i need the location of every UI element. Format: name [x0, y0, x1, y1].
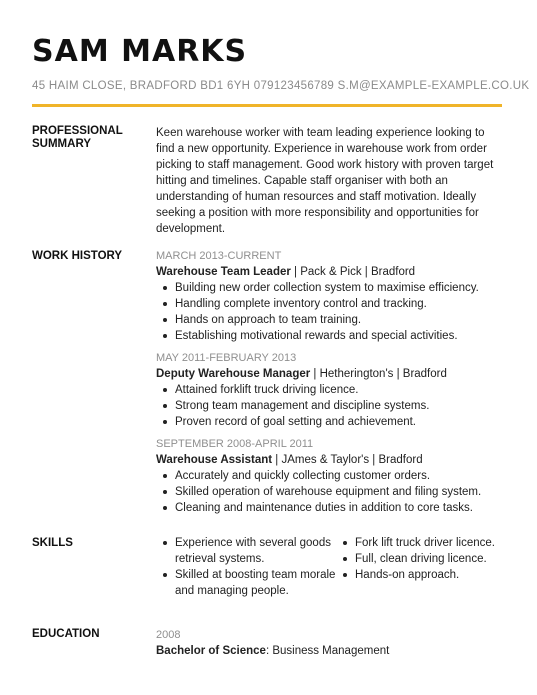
job-entry [156, 248, 516, 344]
job-title: Deputy Warehouse Manager [156, 368, 311, 380]
degree-subject: : Business Management [265, 645, 390, 657]
work-history [156, 248, 516, 522]
job-heading [156, 264, 516, 280]
skill-item: Skilled at boosting team morale and managing people. [156, 567, 336, 599]
duty-item: Proven record of goal setting and achievement. [156, 414, 516, 430]
skill-item: Full, clean driving licence. [336, 551, 496, 567]
job-duties [156, 382, 516, 430]
job-employer: | JAmes & Taylor's | Bradford [272, 454, 423, 466]
summary-heading [32, 125, 147, 151]
job-employer: | Hetherington's | Bradford [310, 368, 447, 380]
education-entry [156, 627, 496, 659]
duty-item: Accurately and quickly collecting customer orders. [156, 468, 516, 484]
degree-name: Bachelor of Science [156, 645, 266, 657]
duty-item: Handling complete inventory control and tracking. [156, 296, 516, 312]
job-dates: SEPTEMBER 2008-APRIL 2011 [156, 438, 314, 450]
summary-heading-line1: PROFESSIONAL [32, 125, 123, 137]
header-divider [32, 104, 502, 107]
job-employer: | Pack & Pick | Bradford [290, 266, 416, 278]
job-dates: MARCH 2013-CURRENT [156, 250, 282, 262]
job-heading [156, 366, 516, 382]
duty-item: Establishing motivational rewards and special activities. [156, 328, 516, 344]
skills-column-left [156, 535, 336, 599]
skill-item: Hands-on approach. [336, 567, 496, 583]
job-duties [156, 280, 516, 344]
skills-heading: SKILLS [32, 537, 73, 549]
duty-item: Building new order collection system to maximise efficiency. [156, 280, 516, 296]
contact-details: 45 HAIM CLOSE, BRADFORD BD1 6YH 079123456789 S.M@EXAMPLE-EXAMPLE.CO.UK [32, 80, 530, 92]
education-heading: EDUCATION [32, 628, 100, 640]
duty-item: Attained forklift truck driving licence. [156, 382, 516, 398]
job-heading [156, 452, 516, 468]
job-dates: MAY 2011-FEBRUARY 2013 [156, 352, 297, 364]
skill-item: Fork lift truck driver licence. [336, 535, 496, 551]
skills-list [156, 535, 496, 615]
skills-column-right [336, 535, 496, 583]
duty-item: Cleaning and maintenance duties in addition to core tasks. [156, 500, 516, 516]
job-duties [156, 468, 516, 516]
education-degree-line [156, 643, 496, 659]
duty-item: Hands on approach to team training. [156, 312, 516, 328]
summary-heading-line2: SUMMARY [32, 138, 91, 150]
education-year: 2008 [156, 629, 181, 641]
job-entry [156, 436, 516, 516]
candidate-name: SAM MARKS [32, 34, 248, 69]
summary-text: Keen warehouse worker with team leading experience looking to find a new opportunity. Experience in warehouse work from order picking to staff management. Good work history with proven target hitting and timelines. Capable staff organiser with both an understanding of human resources and staff motivation. Ideally seeking a position with more responsibility and opportunities for development. [156, 127, 494, 235]
duty-item: Skilled operation of warehouse equipment and filing system. [156, 484, 516, 500]
job-entry [156, 350, 516, 430]
job-title: Warehouse Team Leader [156, 266, 291, 278]
skill-item: Experience with several goods retrieval systems. [156, 535, 336, 567]
job-title: Warehouse Assistant [156, 454, 273, 466]
work-history-heading: WORK HISTORY [32, 250, 123, 262]
duty-item: Strong team management and discipline systems. [156, 398, 516, 414]
